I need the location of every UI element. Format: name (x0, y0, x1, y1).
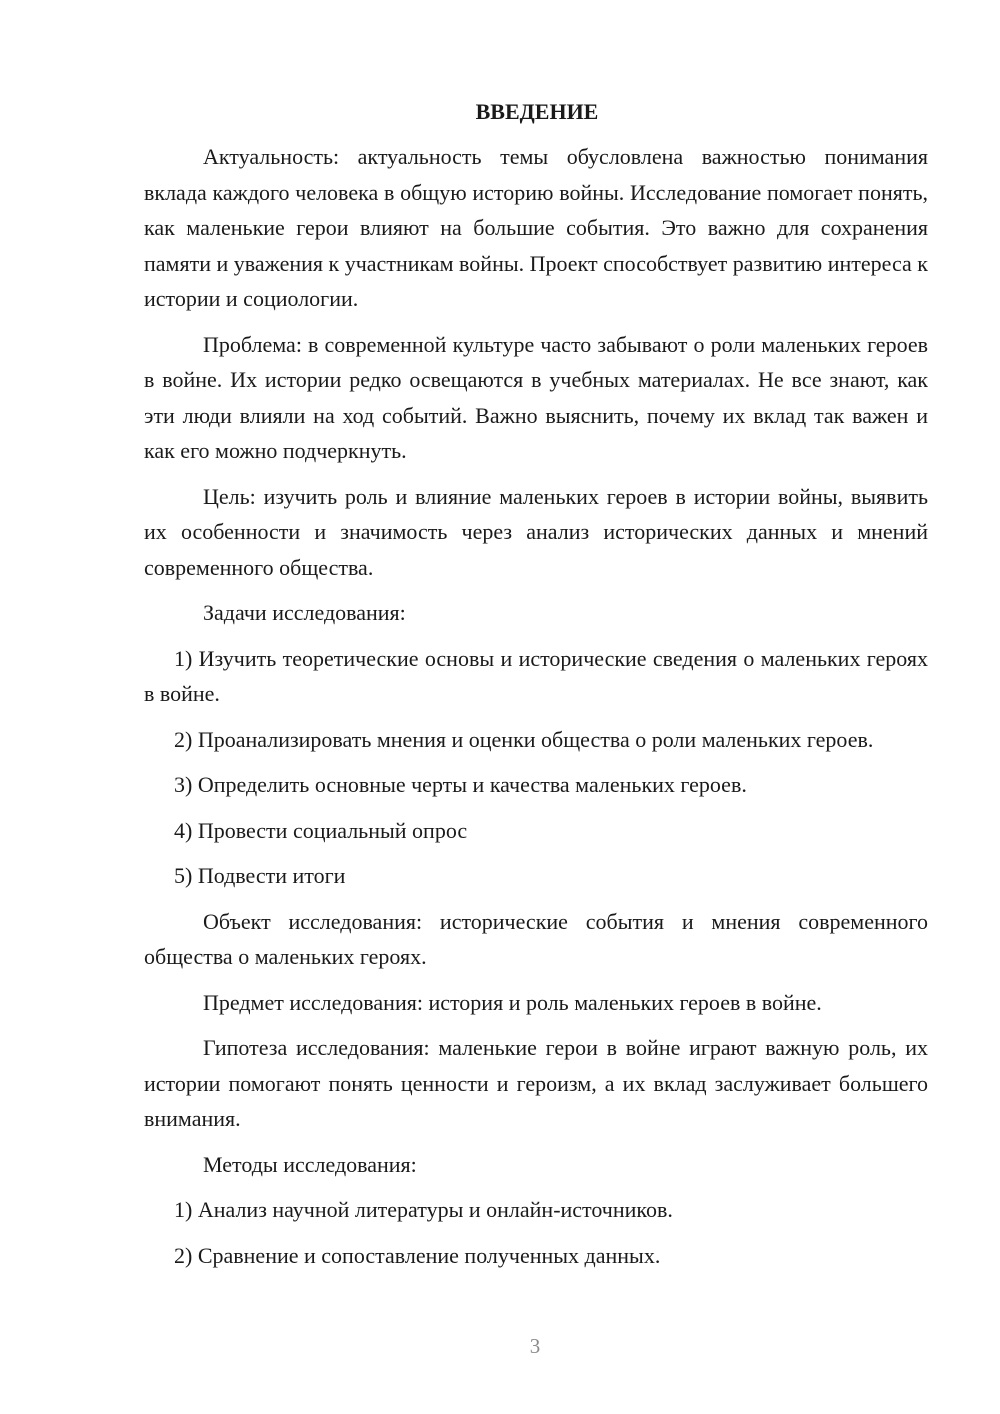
page-content (144, 94, 928, 1283)
page-number: 3 (529, 1334, 541, 1358)
task-item-2: 2) Проанализировать мнения и оценки общества о роли маленьких героев. (174, 726, 874, 752)
task-item-3: 3) Определить основные черты и качества маленьких героев. (174, 772, 747, 797)
section-title: ВВЕДЕНИЕ (475, 99, 599, 124)
method-item-2: 2) Сравнение и сопоставление полученных данных. (174, 1242, 661, 1268)
paragraph-goal: Цель: изучить роль и влияние маленьких героев в истории войны, выявить их особенности и значимость через анализ исторических данных и мнений современного общества. (144, 483, 928, 580)
paragraph-relevance: Актуальность: актуальность темы обусловлена важностью понимания вклада каждого человека в общую историю войны. Исследование помогает понять, как маленькие герои влияют на большие события. Это важно для сохранения памяти и уважения к участникам войны. Проект способствует развитию интереса к истории и социологии. (144, 144, 928, 311)
paragraph-subject: Предмет исследования: история и роль маленьких героев в войне. (203, 989, 822, 1015)
method-item-1: 1) Анализ научной литературы и онлайн-источников. (174, 1197, 673, 1222)
paragraph-hypothesis: Гипотеза исследования: маленькие герои в войне играют важную роль, их истории помогают понять ценности и героизм, а их вклад заслуживает большего внимания. (144, 1035, 928, 1131)
paragraph-problem: Проблема: в современной культуре часто забывают о роли маленьких героев в войне. Их истории редко освещаются в учебных материалах. Не все знают, как эти люди влияли на ход событий. Важно выяснить, почему их вклад так важен и как его можно подчеркнуть. (144, 331, 928, 463)
paragraph-object: Объект исследования: исторические события и мнения современного общества о маленьких героях. (144, 908, 928, 969)
task-item-4: 4) Провести социальный опрос (174, 817, 468, 843)
task-item-1: 1) Изучить теоретические основы и исторические сведения о маленьких героях в войне. (144, 645, 928, 706)
methods-heading: Методы исследования: (203, 1151, 417, 1177)
tasks-heading: Задачи исследования: (203, 600, 406, 625)
task-item-5: 5) Подвести итоги (174, 863, 346, 888)
